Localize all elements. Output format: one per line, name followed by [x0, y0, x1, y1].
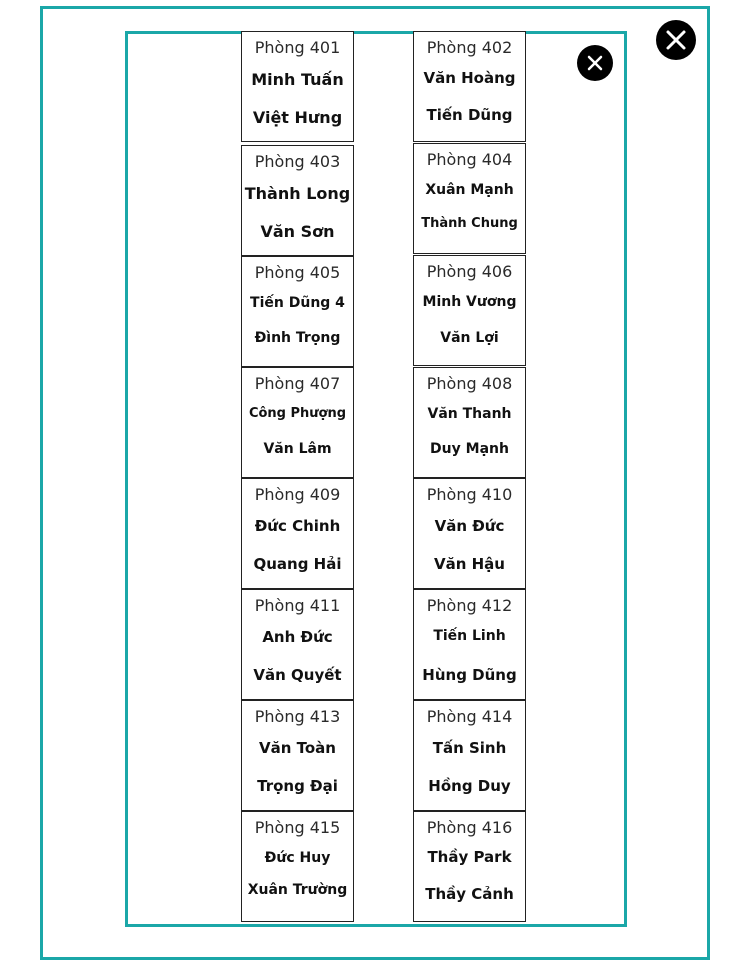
room-card-416 [413, 811, 526, 922]
resident-name: Công Phượng [248, 406, 347, 421]
resident-name: Thành Long [244, 184, 351, 203]
resident-name: Đức Chinh [254, 517, 341, 535]
room-card-412 [413, 589, 526, 700]
resident-name: Minh Vương [422, 294, 517, 310]
resident-name: Văn Quyết [253, 666, 342, 684]
resident-name: Xuân Trường [247, 882, 348, 898]
room-number: Phòng 415 [254, 818, 341, 837]
resident-name: Tiến Linh [433, 628, 506, 644]
room-number: Phòng 413 [254, 707, 341, 726]
room-card-403 [241, 145, 354, 256]
close-button-inner[interactable] [577, 45, 613, 81]
room-number: Phòng 411 [254, 596, 341, 615]
resident-name: Thành Chung [421, 216, 518, 231]
resident-name: Đình Trọng [254, 330, 341, 346]
room-number: Phòng 412 [426, 596, 513, 615]
resident-name: Quang Hải [253, 555, 342, 573]
room-number: Phòng 405 [254, 263, 341, 282]
room-card-406 [413, 255, 526, 366]
resident-name: Tiến Dũng [426, 106, 513, 124]
resident-name: Trọng Đại [257, 777, 338, 795]
room-number: Phòng 401 [254, 38, 341, 57]
room-number: Phòng 416 [426, 818, 513, 837]
room-number: Phòng 414 [426, 707, 513, 726]
room-card-407 [241, 367, 354, 478]
resident-name: Tiến Dũng 4 [250, 295, 345, 311]
resident-name: Văn Đức [434, 517, 505, 535]
resident-name: Xuân Mạnh [425, 182, 514, 198]
room-card-402 [413, 31, 526, 142]
room-card-410 [413, 478, 526, 589]
room-card-408 [413, 367, 526, 478]
resident-name: Đức Huy [264, 850, 331, 866]
room-number: Phòng 407 [254, 374, 341, 393]
resident-name: Thầy Cảnh [425, 885, 514, 903]
room-card-415 [241, 811, 354, 922]
room-card-411 [241, 589, 354, 700]
resident-name: Văn Toàn [259, 739, 336, 757]
room-card-414 [413, 700, 526, 811]
resident-name: Văn Thanh [427, 406, 512, 422]
room-number: Phòng 410 [426, 485, 513, 504]
room-number: Phòng 404 [426, 150, 513, 169]
resident-name: Thầy Park [427, 848, 512, 866]
image-viewer [125, 31, 627, 927]
resident-name: Việt Hưng [252, 108, 343, 127]
resident-name: Văn Sơn [260, 222, 335, 241]
room-card-409 [241, 478, 354, 589]
resident-name: Văn Lợi [440, 330, 499, 346]
resident-name: Minh Tuấn [251, 70, 344, 89]
resident-name: Hồng Duy [428, 777, 511, 795]
close-icon [665, 29, 687, 51]
room-number: Phòng 408 [426, 374, 513, 393]
room-card-413 [241, 700, 354, 811]
resident-name: Tấn Sinh [432, 739, 507, 757]
resident-name: Hùng Dũng [422, 666, 517, 684]
resident-name: Anh Đức [262, 628, 333, 646]
room-number: Phòng 402 [426, 38, 513, 57]
resident-name: Duy Mạnh [430, 441, 509, 457]
room-number: Phòng 403 [254, 152, 341, 171]
room-card-405 [241, 256, 354, 367]
close-icon [586, 54, 604, 72]
close-button-outer[interactable] [656, 20, 696, 60]
resident-name: Văn Hậu [434, 555, 505, 573]
room-card-401 [241, 31, 354, 142]
resident-name: Văn Lâm [263, 441, 332, 457]
resident-name: Văn Hoàng [423, 69, 516, 87]
room-card-404 [413, 143, 526, 254]
room-number: Phòng 409 [254, 485, 341, 504]
room-number: Phòng 406 [426, 262, 513, 281]
